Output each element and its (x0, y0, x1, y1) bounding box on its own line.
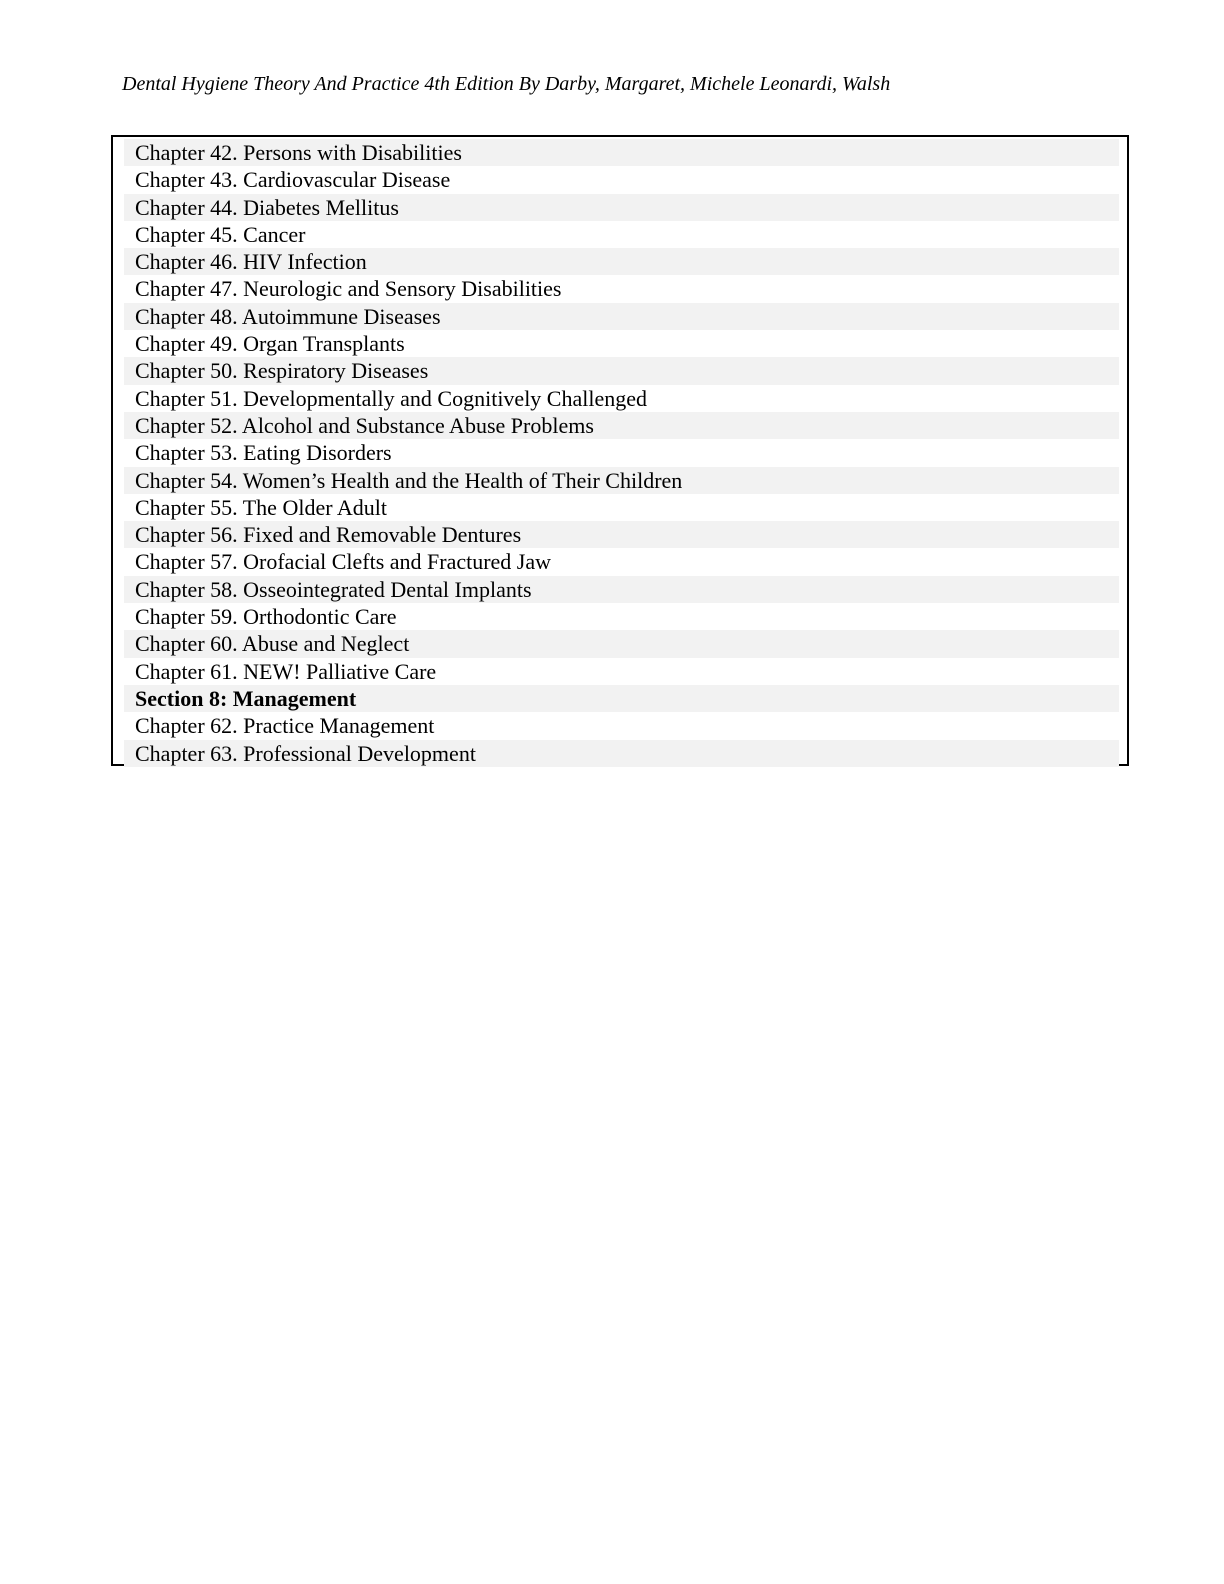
toc-row-chapter-49: Chapter 49. Organ Transplants (135, 331, 405, 357)
toc-row-chapter-42: Chapter 42. Persons with Disabilities (124, 139, 1119, 166)
toc-row-chapter-43: Chapter 43. Cardiovascular Disease (135, 167, 451, 193)
toc-row-chapter-56: Chapter 56. Fixed and Removable Dentures (124, 521, 1119, 548)
toc-row-chapter-45: Chapter 45. Cancer (135, 221, 306, 247)
toc-row-chapter-60: Chapter 60. Abuse and Neglect (124, 630, 1119, 657)
toc-row-chapter-58: Chapter 58. Osseointegrated Dental Implants (124, 576, 1119, 603)
toc-row-chapter-59: Chapter 59. Orthodontic Care (135, 604, 397, 630)
toc-row-chapter-51: Chapter 51. Developmentally and Cognitively Challenged (135, 385, 647, 411)
toc-section-heading: Section 8: Management (124, 685, 1119, 712)
toc-row-chapter-62: Chapter 62. Practice Management (135, 713, 435, 739)
table-of-contents (111, 135, 1129, 766)
toc-row-chapter-54: Chapter 54. Women’s Health and the Health of Their Children (124, 467, 1119, 494)
toc-row-chapter-47: Chapter 47. Neurologic and Sensory Disabilities (135, 276, 562, 302)
toc-row-chapter-50: Chapter 50. Respiratory Diseases (124, 357, 1119, 384)
toc-row-chapter-52: Chapter 52. Alcohol and Substance Abuse Problems (124, 412, 1119, 439)
toc-row-chapter-44: Chapter 44. Diabetes Mellitus (124, 194, 1119, 221)
running-header: Dental Hygiene Theory And Practice 4th Edition By Darby, Margaret, Michele Leonardi, Walsh (122, 73, 891, 95)
toc-row-chapter-57: Chapter 57. Orofacial Clefts and Fractured Jaw (135, 549, 552, 575)
toc-row-chapter-53: Chapter 53. Eating Disorders (135, 440, 392, 466)
toc-row-chapter-46: Chapter 46. HIV Infection (124, 248, 1119, 275)
toc-row-chapter-61: Chapter 61. NEW! Palliative Care (135, 658, 437, 684)
toc-list (124, 139, 1119, 767)
toc-row-chapter-63: Chapter 63. Professional Development (124, 740, 1119, 767)
toc-row-chapter-55: Chapter 55. The Older Adult (135, 494, 387, 520)
toc-row-chapter-48: Chapter 48. Autoimmune Diseases (124, 303, 1119, 330)
